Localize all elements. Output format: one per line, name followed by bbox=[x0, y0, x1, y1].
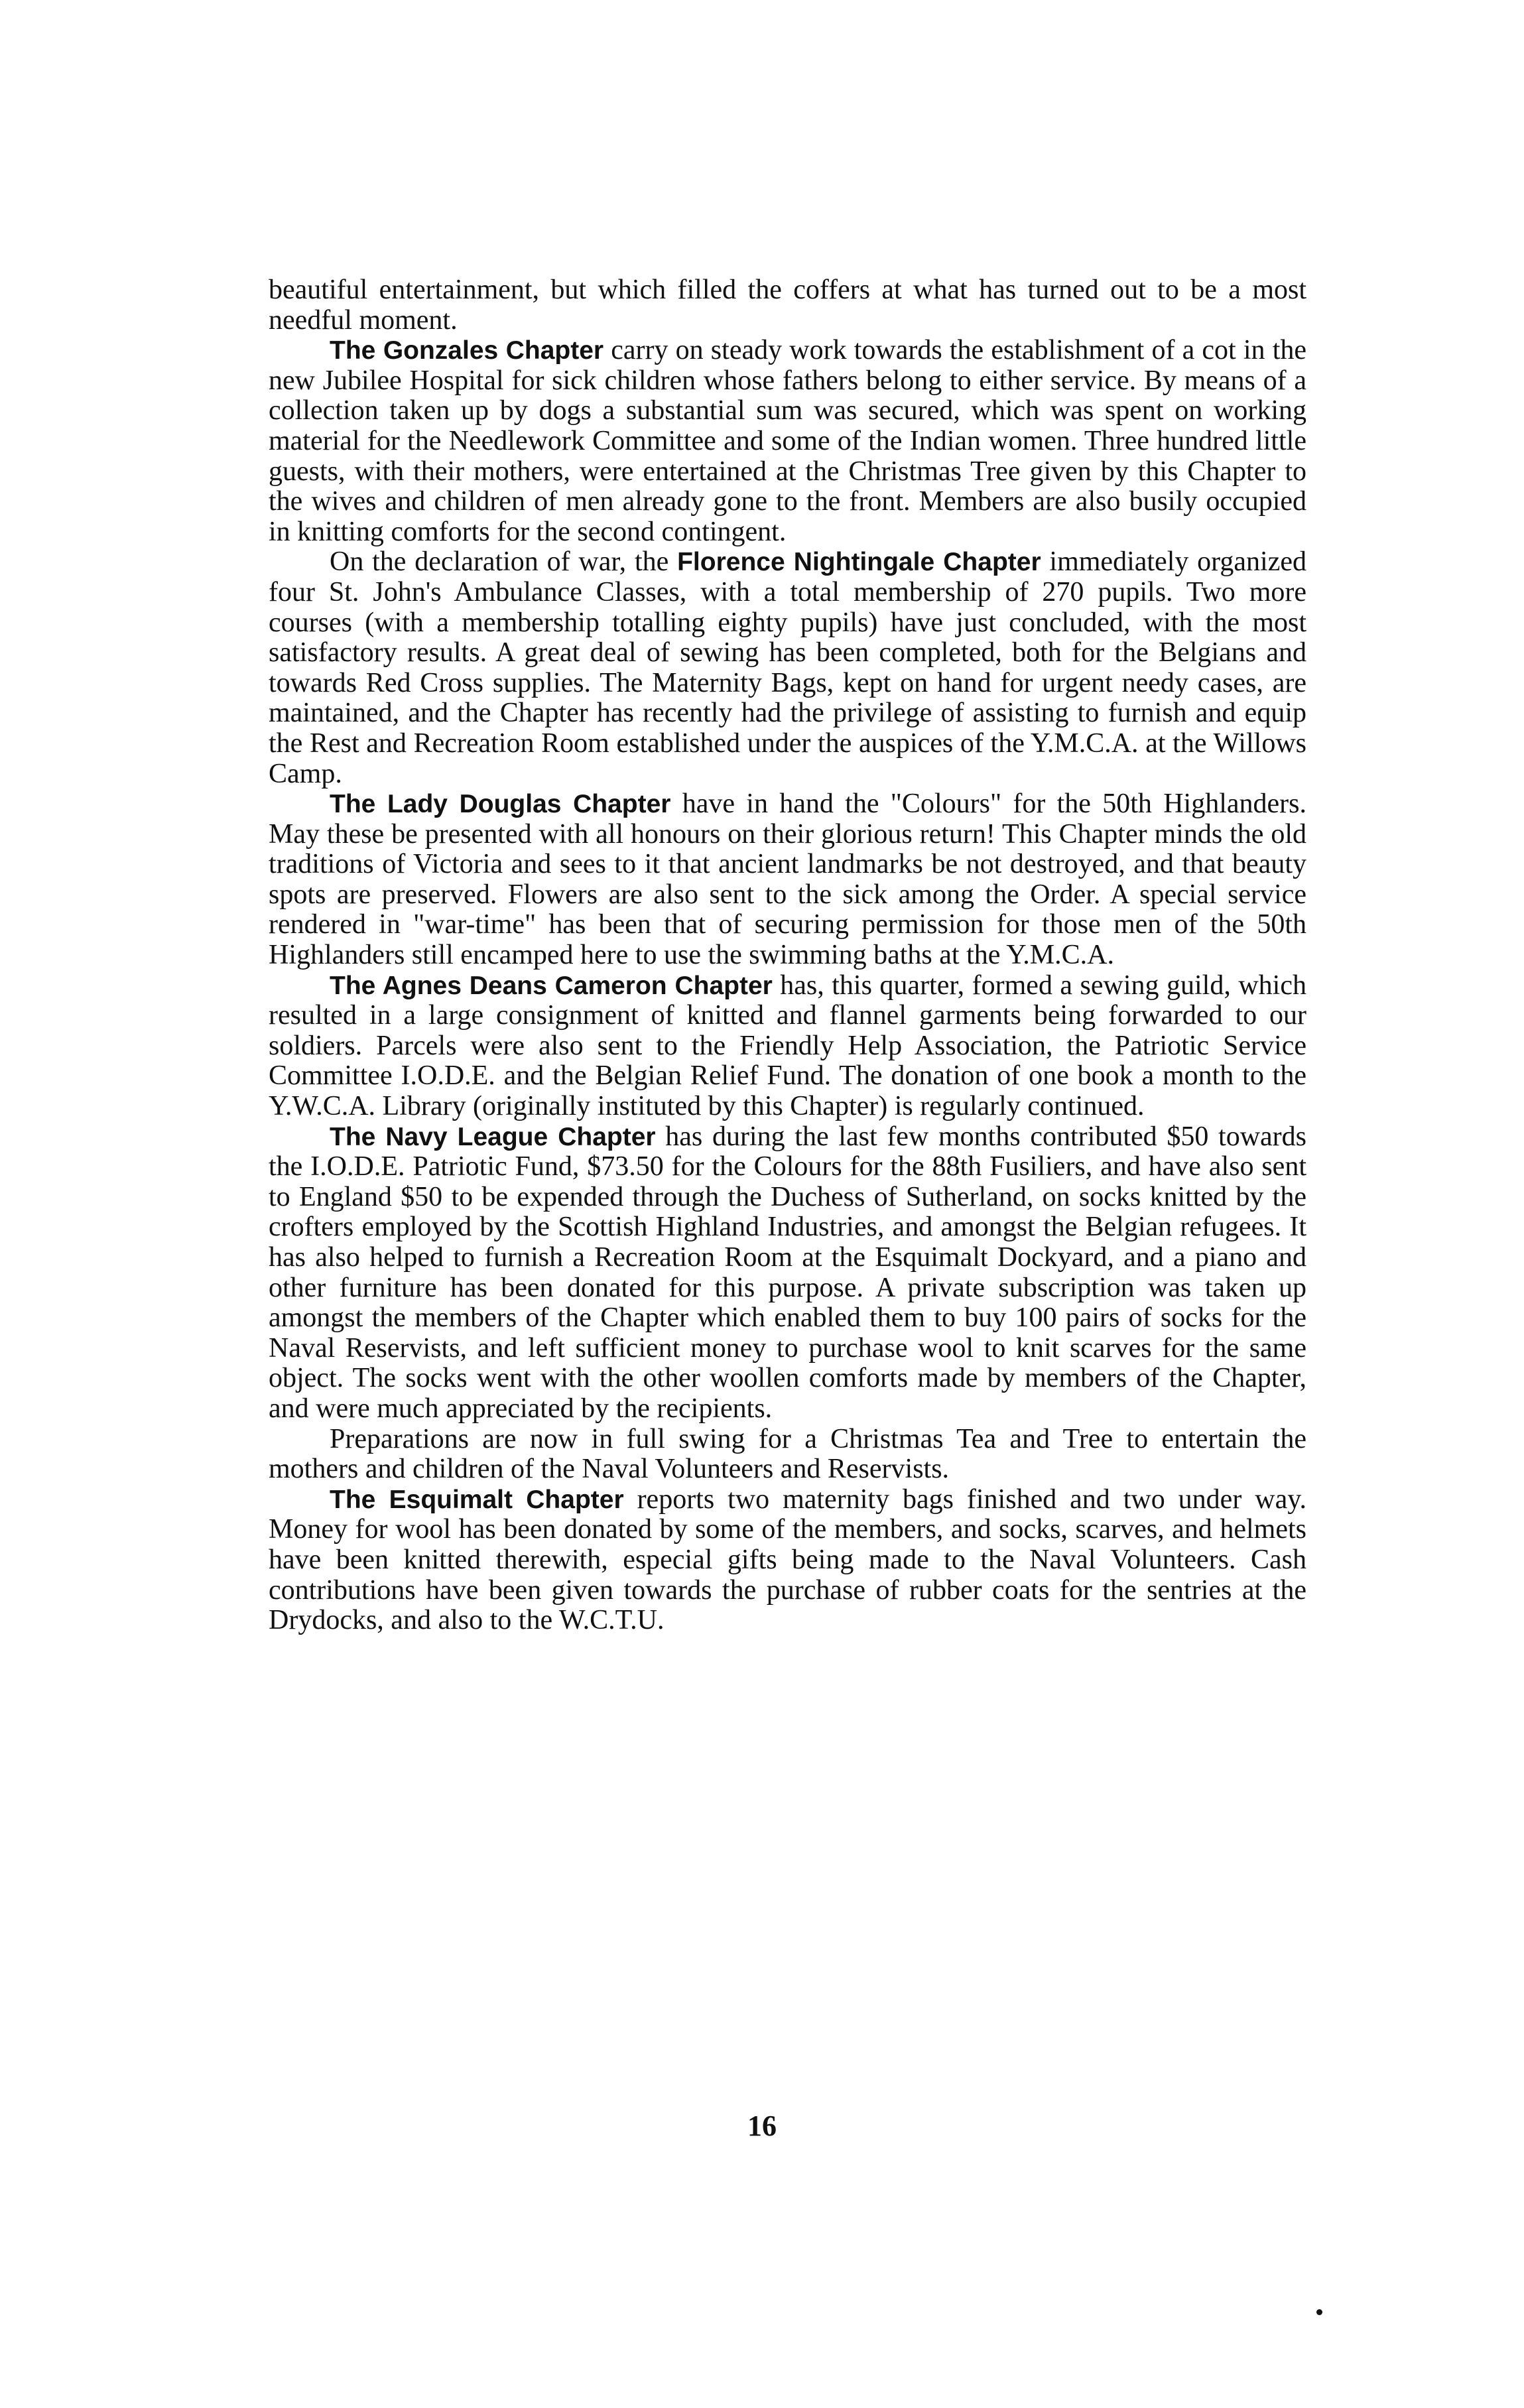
chapter-heading: The Esquimalt Chapter bbox=[330, 1485, 624, 1514]
paragraph-text: have in hand the "Colours" for the 50th Highlanders. May these be presented with all honours on their glorious return! This Chapter minds the old traditions of Victoria and sees to it that ancient landmarks be not destroyed, and that beauty spots are preserved. Flowers are also sent to the sick among the Order. A special service rendered in "war-time" has been that of securing permission for those men of the 50th Highlanders still encamped here to use the swimming baths at the Y.M.C.A. bbox=[269, 789, 1306, 971]
page-body bbox=[269, 275, 1306, 1636]
chapter-heading: The Navy League Chapter bbox=[330, 1122, 656, 1151]
paragraph-florence-nightingale-chapter bbox=[269, 547, 1306, 789]
print-speck bbox=[1316, 2309, 1322, 2315]
chapter-heading: The Lady Douglas Chapter bbox=[330, 790, 671, 819]
paragraph-text: reports two maternity bags finished and two under way. Money for wool has been donated by some of the members, and socks, scarves, and helmets have been knitted therewith, especial gifts being made to the Naval Volunteers. Cash contributions have been given towards the purchase of rubber coats for the sentries at the Drydocks, and also to the W.C.T.U. bbox=[269, 1484, 1306, 1636]
paragraph-lead: On the declaration of war, the bbox=[330, 546, 678, 578]
chapter-heading: Florence Nightingale Chapter bbox=[677, 548, 1041, 577]
paragraph-text: has, this quarter, formed a sewing guild, which resulted in a large consignment of knitted and flannel garments being forwarded to our soldiers. Parcels were also sent to the Friendly Help Association, the Patriotic Service Committee I.O.D.E. and the Belgian Relief Fund. The donation of one book a month to the Y.W.C.A. Library (originally instituted by this Chapter) is regularly continued. bbox=[269, 970, 1306, 1122]
paragraph-text: has during the last few months contributed $50 towards the I.O.D.E. Patriotic Fund, $73.50 for the Colours for the 88th Fusiliers, and have also sent to England $50 to be expended through the Duchess of Sutherland, on socks knitted by the crofters employed by the Scottish Highland Industries, and amongst the Belgian refugees. It has also helped to furnish a Recreation Room at the Esquimalt Dockyard, and a piano and other furniture has been donated for this purpose. A private subscription was taken up amongst the members of the Chapter which enabled them to buy 100 pairs of socks for the Naval Reservists, and left sufficient money to purchase wool to knit scarves for the same object. The socks went with the other woollen comforts made by members of the Chapter, and were much appreciated by the recipients. bbox=[269, 1121, 1306, 1424]
paragraph-esquimalt-chapter bbox=[269, 1485, 1306, 1636]
chapter-heading: The Gonzales Chapter bbox=[330, 336, 604, 365]
paragraph-text: Preparations are now in full swing for a Christmas Tea and Tree to entertain the mothers and children of the Naval Volunteers and Reservists. bbox=[269, 1423, 1306, 1485]
paragraph-gonzales-chapter bbox=[269, 336, 1306, 547]
paragraph-continued bbox=[269, 275, 1306, 336]
paragraph-text: beautiful entertainment, but which filled the coffers at what has turned out to be a most needful moment. bbox=[269, 275, 1306, 336]
paragraph-text: carry on steady work towards the establishment of a cot in the new Jubilee Hospital for sick children whose fathers belong to either service. By means of a collection taken up by dogs a substantial sum was secured, which was spent on working material for the Needlework Committee and some of the Indian women. Three hundred little guests, with their mothers, were entertained at the Christmas Tree given by this Chapter to the wives and children of men already gone to the front. Members are also busily occupied in knitting comforts for the second contingent. bbox=[269, 335, 1307, 547]
paragraph-text: immediately organized four St. John's Ambulance Classes, with a total membership of 270 pupils. Two more courses (with a membership totalling eighty pupils) have just concluded, with the most satisfactory results. A great deal of sewing has been completed, both for the Belgians and towards Red Cross supplies. The Maternity Bags, kept on hand for urgent needy cases, are maintained, and the Chapter has recently had the privilege of assisting to furnish and equip the Rest and Recreation Room established under the auspices of the Y.M.C.A. at the Willows Camp. bbox=[269, 546, 1306, 789]
paragraph-christmas-preparations bbox=[269, 1425, 1306, 1485]
paragraph-lady-douglas-chapter bbox=[269, 789, 1306, 971]
chapter-heading: The Agnes Deans Cameron Chapter bbox=[330, 971, 773, 1000]
page-number: 16 bbox=[747, 2110, 777, 2142]
paragraph-navy-league-chapter bbox=[269, 1122, 1306, 1425]
paragraph-agnes-deans-cameron-chapter bbox=[269, 971, 1306, 1122]
